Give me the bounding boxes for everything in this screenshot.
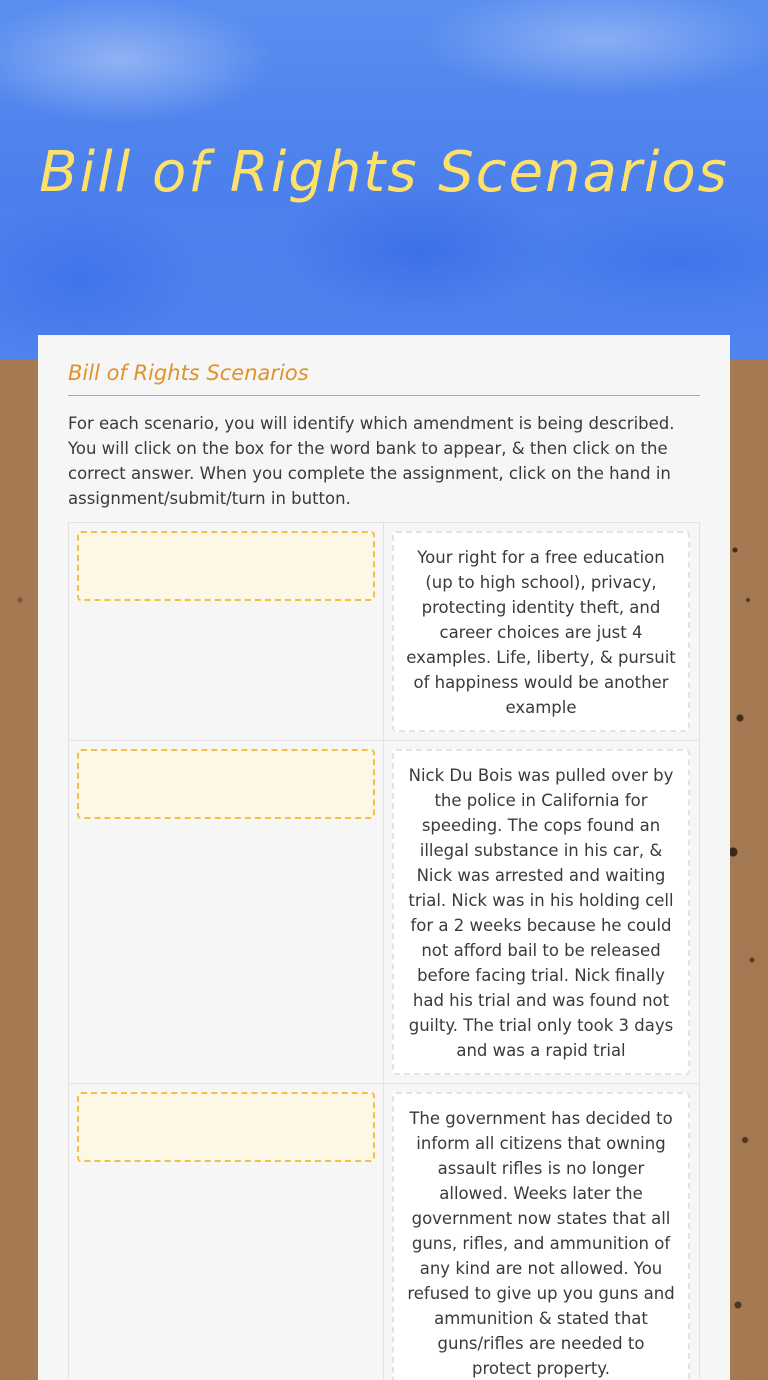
answer-cell — [69, 1084, 384, 1380]
answer-drop-zone-1[interactable] — [77, 531, 375, 601]
header-banner — [0, 0, 768, 360]
scenario-cell — [384, 741, 699, 1083]
scenario-cell — [384, 1084, 699, 1380]
answer-drop-zone-2[interactable] — [77, 749, 375, 819]
answer-drop-zone-3[interactable] — [77, 1092, 375, 1162]
scenario-cell — [384, 523, 699, 740]
page-title: Bill of Rights Scenarios — [39, 140, 729, 205]
answer-cell — [69, 741, 384, 1083]
scenario-text-1: Your right for a free education (up to high school), privacy, protecting identity theft, and career choices are just 4 examples. Life, liberty, & pursuit of happiness would be another example — [392, 531, 690, 732]
scenario-text-2: Nick Du Bois was pulled over by the police in California for speeding. The cops found an illegal substance in his car, & Nick was arrested and waiting trial. Nick was in his holding cell for a 2 weeks because he could not afford bail to be released before facing trial. Nick finally had his trial and was found not guilty. The trial only took 3 days and was a rapid trial — [392, 749, 690, 1075]
table-row — [69, 523, 699, 741]
table-row — [69, 1084, 699, 1380]
scenario-text-3: The government has decided to inform all citizens that owning assault rifles is no longer allowed. Weeks later the government now states that all guns, rifles, and ammunition of any kind are not allowed. You refused to give up you guns and ammunition & stated that guns/rifles are needed to protect property. — [392, 1092, 690, 1380]
table-row — [69, 741, 699, 1084]
answer-cell — [69, 523, 384, 740]
card-title: Bill of Rights Scenarios — [68, 361, 700, 396]
worksheet-card — [38, 335, 730, 1380]
scenario-table — [68, 522, 700, 1380]
instructions-text: For each scenario, you will identify which amendment is being described. You will click on the box for the word bank to appear, & then click on the correct answer. When you complete the assignment, click on the hand in assignment/submit/turn in button. — [68, 414, 675, 508]
